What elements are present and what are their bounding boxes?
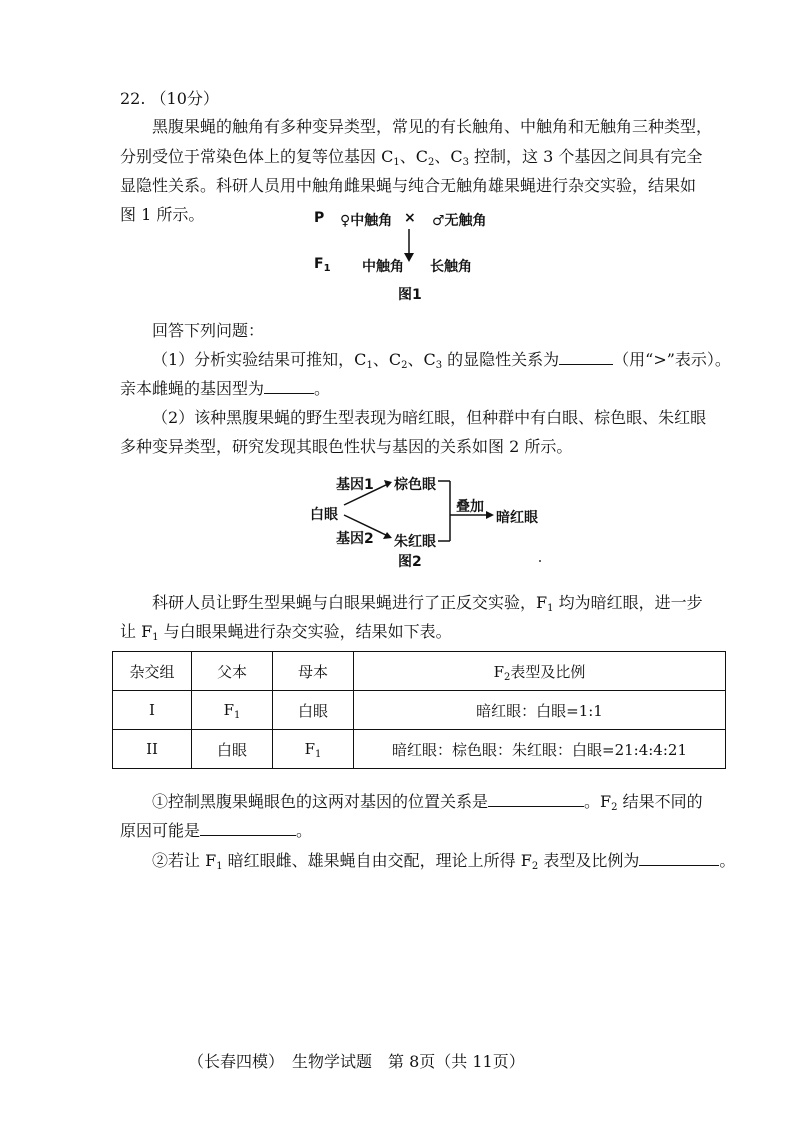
intro-line-4: 图 1 所示。 bbox=[120, 205, 205, 224]
row1-group: I bbox=[113, 691, 192, 730]
experiment-line-1: 科研人员让野生型果蝇与白眼果蝇进行了正反交实验，$F_1$ 均为暗红眼，进一步 bbox=[152, 593, 703, 614]
fig2-combine: 叠加 bbox=[456, 499, 484, 515]
row2-father: 白眼 bbox=[192, 730, 273, 769]
table-row bbox=[113, 730, 726, 769]
fig2-gene-1: 基因1 bbox=[336, 477, 374, 493]
q2-line-2: 多种变异类型，研究发现其眼色性状与基因的关系如图 2 所示。 bbox=[120, 437, 573, 456]
q1-line-2: 亲本雌蝇的基因型为 。 bbox=[120, 379, 331, 398]
subq1-answer-blank-2[interactable] bbox=[200, 821, 296, 836]
header-father: 父本 bbox=[192, 652, 273, 691]
fig2-product-1: 棕色眼 bbox=[394, 477, 436, 493]
intro-line-2: 分别受位于常染色体上的复等位基因 $C_1$、$C_2$、$C_3$ 控制，这 3 个基因之间具有完全 bbox=[120, 147, 703, 168]
question-score: （10分） bbox=[150, 89, 219, 108]
fig2-product-2: 朱红眼 bbox=[394, 534, 436, 550]
fig1-cross-sign: × bbox=[404, 210, 416, 226]
fig2-source: 白眼 bbox=[310, 507, 338, 523]
table-header-row bbox=[113, 652, 726, 691]
experiment-line-2: 让 $F_1$ 与白眼果蝇进行杂交实验，结果如下表。 bbox=[120, 622, 452, 643]
intro-line-3: 显隐性关系。科研人员用中触角雌果蝇与纯合无触角雄果蝇进行杂交实验，结果如 bbox=[120, 176, 697, 195]
subq1-answer-blank-1[interactable] bbox=[488, 792, 584, 807]
row1-mother: 白眼 bbox=[273, 691, 354, 730]
row1-father: $F_1$ bbox=[192, 691, 273, 730]
fig1-female-parent: ♀中触角 bbox=[340, 213, 393, 229]
fig1-male-parent: ♂无触角 bbox=[432, 213, 487, 229]
row2-mother: $F_1$ bbox=[273, 730, 354, 769]
row2-result: 暗红眼：棕色眼：朱红眼：白眼=21:4:4:21 bbox=[354, 730, 726, 769]
fig1-f1-label: $F_1$ bbox=[314, 256, 331, 274]
q2-line-1: （2）该种黑腹果蝇的野生型表现为暗红眼，但种群中有白眼、棕色眼、朱红眼 bbox=[152, 408, 707, 427]
table-row bbox=[113, 691, 726, 730]
fig1-p-label: P bbox=[314, 210, 325, 226]
page-footer: （长春四模） 生物学试题 第 8页（共 11页） bbox=[188, 1052, 525, 1071]
fig2-caption: 图2 bbox=[398, 554, 422, 570]
header-f2: $F_2$表型及比例 bbox=[354, 652, 726, 691]
subq2-line: ②若让 $F_1$ 暗红眼雌、雄果蝇自由交配，理论上所得 $F_2$ 表型及比例为 。 bbox=[152, 851, 736, 872]
prompt-text: 回答下列问题： bbox=[152, 321, 265, 340]
question-number: 22. bbox=[120, 89, 146, 108]
results-table bbox=[112, 651, 726, 769]
fig2-gene-2: 基因2 bbox=[336, 531, 374, 547]
subq2-answer-blank[interactable] bbox=[639, 851, 719, 866]
row1-result: 暗红眼：白眼=1:1 bbox=[354, 691, 726, 730]
subq1-line-1: ①控制黑腹果蝇眼色的这两对基因的位置关系是 。$F_2$ 结果不同的 bbox=[152, 792, 703, 813]
header-group: 杂交组 bbox=[113, 652, 192, 691]
subq1-line-2: 原因可能是 。 bbox=[120, 821, 313, 840]
fig1-offspring-1: 中触角 bbox=[362, 259, 404, 275]
fig1-offspring-2: 长触角 bbox=[430, 259, 472, 275]
row2-group: II bbox=[113, 730, 192, 769]
intro-line-1: 黑腹果蝇的触角有多种变异类型，常见的有长触角、中触角和无触角三种类型， bbox=[152, 117, 713, 136]
fig2-result: 暗红眼 bbox=[496, 510, 538, 526]
fig1-caption: 图1 bbox=[398, 287, 422, 303]
header-mother: 母本 bbox=[273, 652, 354, 691]
q1-line-1: （1）分析实验结果可推知，$C_1$、$C_2$、$C_3$ 的显隐性关系为 （用“>”表示）。 bbox=[152, 350, 731, 371]
